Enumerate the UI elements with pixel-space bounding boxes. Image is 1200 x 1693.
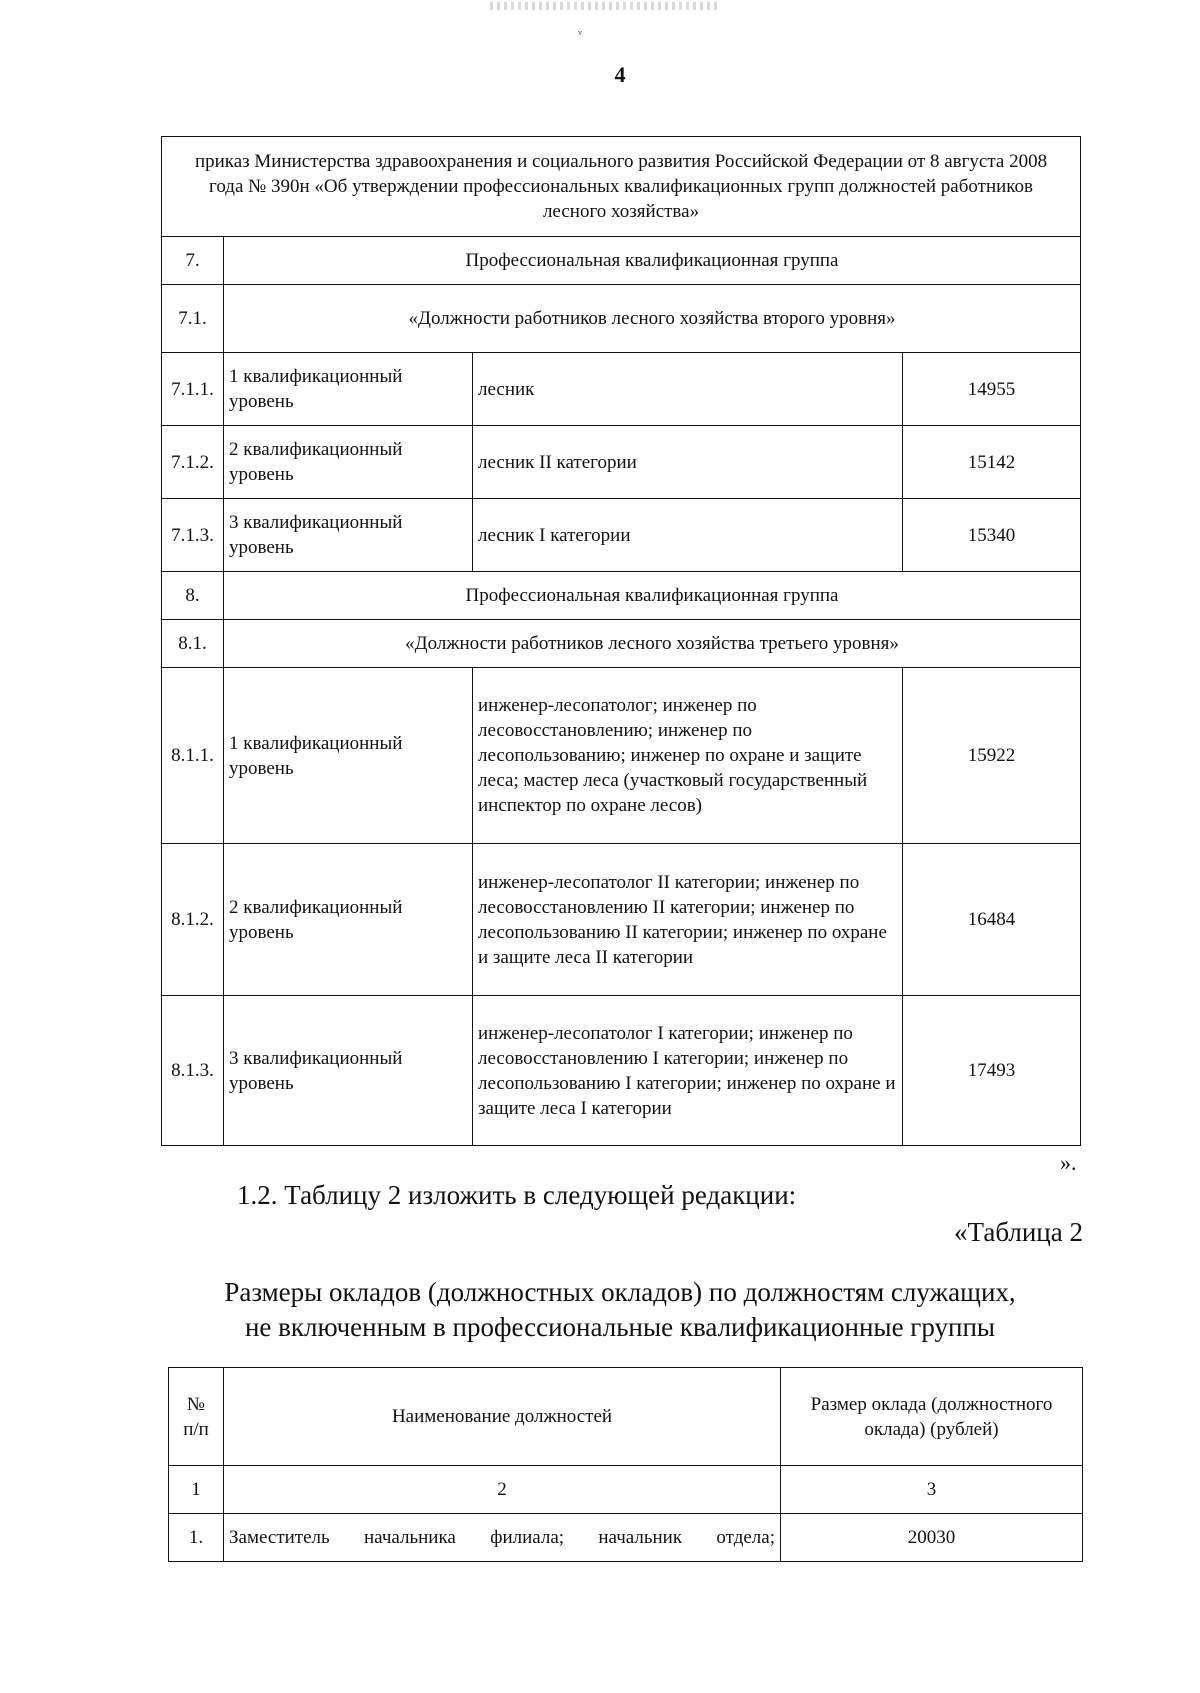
positions: инженер-лесопатолог; инженер по лесовосстановлению; инженер по лесопользованию; инженер по охране и защите леса; мастер леса (участковый государственный инспектор по охране лесов) [473,668,903,844]
table-row [169,1514,1083,1562]
column-header: Наименование должностей [224,1368,781,1466]
row-number: 8.1.1. [162,668,224,844]
order-reference-header: приказ Министерства здравоохранения и социального развития Российской Федерации от 8 августа 2008 года № 390н «Об утверждении профессиональных квалификационных групп должностей работников лесного хозяйства» [162,137,1081,237]
subgroup-number: 8.1. [162,620,224,668]
subgroup-title: «Должности работников лесного хозяйства третьего уровня» [224,620,1081,668]
row-number: 7.1.3. [162,499,224,572]
position-name: Заместитель начальника филиала; начальник отдела; [224,1514,781,1562]
table-row [162,668,1081,844]
positions: лесник II категории [473,426,903,499]
group-number: 8. [162,572,224,620]
group-number: 7. [162,237,224,285]
group-title: Профессиональная квалификационная группа [224,572,1081,620]
qualification-level: 3 квалификационный уровень [224,499,473,572]
row-number: 1. [169,1514,224,1562]
salaries-table [168,1367,1083,1562]
row-number: 7.1.1. [162,353,224,426]
positions: лесник I категории [473,499,903,572]
scan-mark: ᵛ [578,28,583,43]
positions: инженер-лесопатолог I категории; инженер по лесовосстановлению I категории; инженер по лесопользованию I категории; инженер по охране и защите леса I категории [473,996,903,1146]
qualification-level: 3 квалификационный уровень [224,996,473,1146]
closing-quote: ». [1060,1150,1077,1175]
table-label: «Таблица 2 [954,1217,1083,1247]
table-row [162,426,1081,499]
page-number: 4 [614,62,626,87]
table-row [162,844,1081,996]
salary: 14955 [903,353,1081,426]
subgroup-number: 7.1. [162,285,224,353]
salary: 15340 [903,499,1081,572]
qualification-groups-table [161,136,1081,1146]
table-row [162,499,1081,572]
salary: 15922 [903,668,1081,844]
scan-artifact [490,2,720,10]
salary: 17493 [903,996,1081,1146]
subgroup-title: «Должности работников лесного хозяйства второго уровня» [224,285,1081,353]
row-number: 8.1.3. [162,996,224,1146]
column-header: № п/п [169,1368,224,1466]
section-title-line: Размеры окладов (должностных окладов) по должностям служащих, [224,1277,1016,1307]
column-number: 1 [169,1466,224,1514]
salary: 15142 [903,426,1081,499]
qualification-level: 2 квалификационный уровень [224,844,473,996]
positions: инженер-лесопатолог II категории; инженер по лесовосстановлению II категории; инженер по лесопользованию II категории; инженер по охране и защите леса II категории [473,844,903,996]
salary: 16484 [903,844,1081,996]
column-number: 2 [224,1466,781,1514]
table-header-row [169,1368,1083,1466]
column-number: 3 [781,1466,1083,1514]
column-number-row [169,1466,1083,1514]
qualification-level: 1 квалификационный уровень [224,668,473,844]
positions: лесник [473,353,903,426]
qualification-level: 2 квалификационный уровень [224,426,473,499]
section-title-line: не включенным в профессиональные квалификационные группы [244,1312,996,1342]
table-row [162,353,1081,426]
salary: 20030 [781,1514,1083,1562]
table-row [162,996,1081,1146]
qualification-level: 1 квалификационный уровень [224,353,473,426]
row-number: 8.1.2. [162,844,224,996]
section-title [160,1275,1080,1345]
row-number: 7.1.2. [162,426,224,499]
amendment-instruction: 1.2. Таблицу 2 изложить в следующей редакции: [237,1180,797,1210]
group-title: Профессиональная квалификационная группа [224,237,1081,285]
column-header: Размер оклада (должностного оклада) (рублей) [781,1368,1083,1466]
